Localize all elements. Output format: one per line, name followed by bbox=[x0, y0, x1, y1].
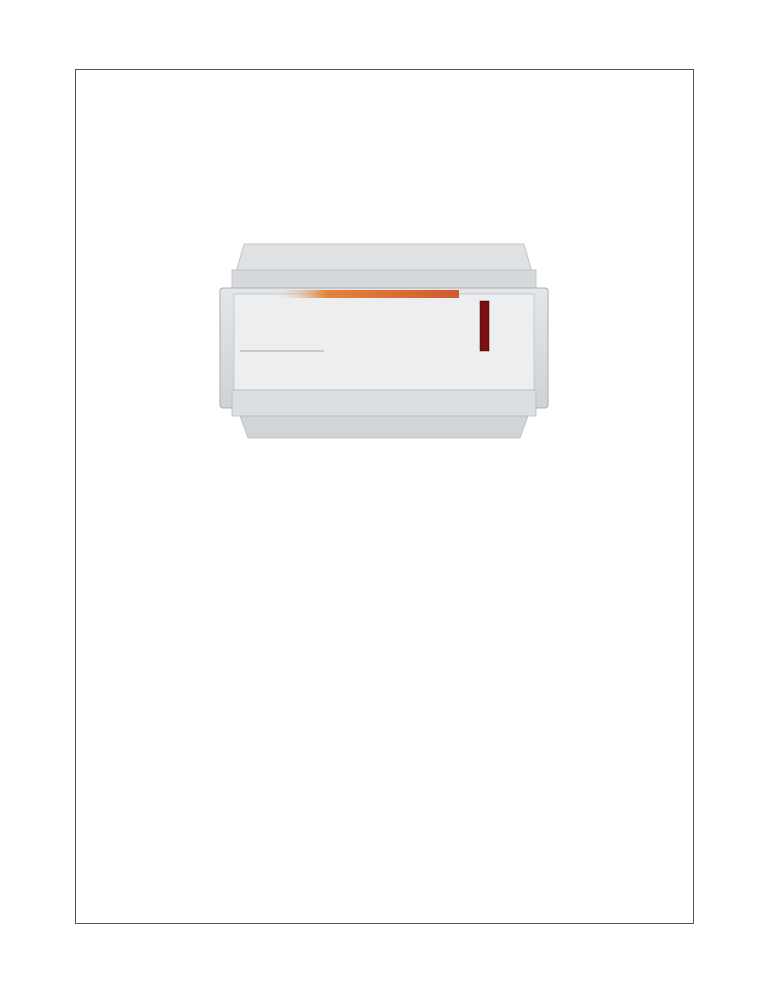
genus-logo bbox=[100, 77, 210, 113]
led-indicator-column bbox=[480, 301, 489, 351]
page-frame bbox=[75, 69, 694, 924]
product-photo bbox=[214, 238, 554, 453]
active-control-logo bbox=[528, 80, 680, 110]
